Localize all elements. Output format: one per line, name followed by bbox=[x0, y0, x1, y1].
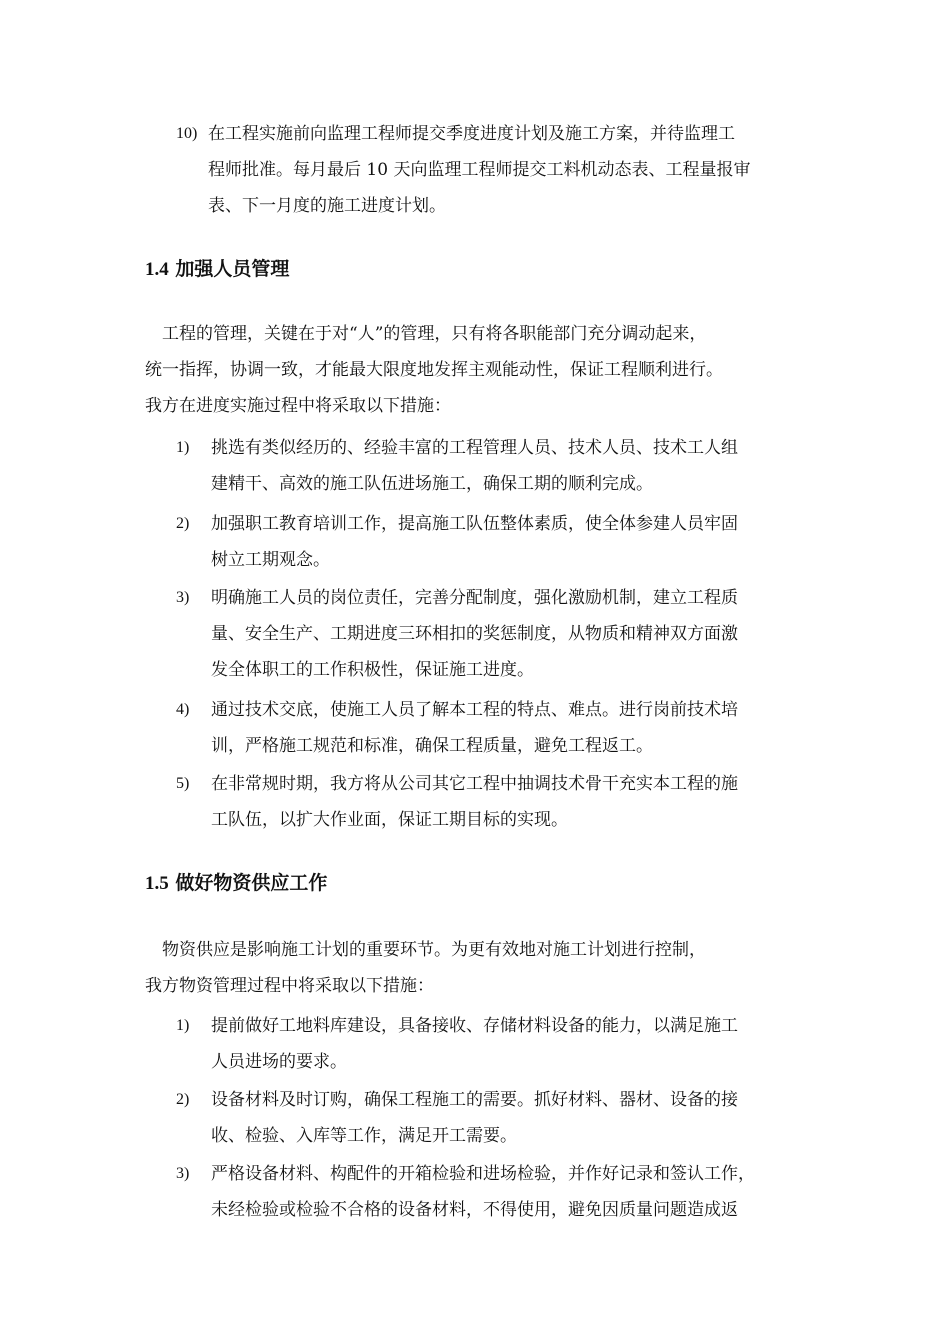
list-item bbox=[176, 692, 806, 764]
text-line: 人员进场的要求。 bbox=[211, 1052, 347, 1072]
text-line: 建精干、高效的施工队伍进场施工，确保工期的顺利完成。 bbox=[211, 474, 653, 494]
list-item-text bbox=[211, 692, 806, 764]
list-item bbox=[176, 580, 806, 688]
list-item bbox=[176, 506, 806, 578]
text-line: 未经检验或检验不合格的设备材料，不得使用，避免因质量问题造成返 bbox=[211, 1200, 738, 1220]
section-heading-1-4 bbox=[145, 254, 289, 285]
list-item bbox=[176, 1008, 806, 1080]
list-number: 10) bbox=[176, 125, 198, 142]
text-line: 物资供应是影响施工计划的重要环节。为更有效地对施工计划进行控制， bbox=[145, 940, 706, 960]
list-item bbox=[176, 1156, 806, 1228]
list-item-text bbox=[211, 580, 806, 688]
text-line: 我方物资管理过程中将采取以下措施： bbox=[145, 976, 434, 996]
text-line: 工程的管理，关键在于对“人”的管理，只有将各职能部门充分调动起来， bbox=[145, 324, 707, 344]
text-line: 训，严格施工规范和标准，确保工程质量，避免工程返工。 bbox=[211, 736, 653, 756]
list-item-text bbox=[211, 1156, 806, 1228]
list-number: 2) bbox=[176, 515, 190, 532]
text-line: 提前做好工地料库建设，具备接收、存储材料设备的能力，以满足施工 bbox=[211, 1016, 738, 1036]
list-number: 1) bbox=[176, 439, 190, 456]
list-number: 1) bbox=[176, 1017, 190, 1034]
list-number: 3) bbox=[176, 589, 190, 606]
list-item bbox=[176, 430, 806, 502]
text-line: 加强职工教育培训工作，提高施工队伍整体素质，使全体参建人员牢固 bbox=[211, 514, 738, 534]
text-line: 在工程实施前向监理工程师提交季度进度计划及施工方案，并待监理工 bbox=[208, 124, 735, 144]
list-item-10 bbox=[176, 116, 806, 224]
section-number: 1.5 bbox=[145, 873, 169, 894]
section-heading-1-5 bbox=[145, 868, 327, 899]
text-line: 通过技术交底，使施工人员了解本工程的特点、难点。进行岗前技术培 bbox=[211, 700, 738, 720]
text-line: 设备材料及时订购，确保工程施工的需要。抓好材料、器材、设备的接 bbox=[211, 1090, 738, 1110]
text-line: 我方在进度实施过程中将采取以下措施： bbox=[145, 396, 451, 416]
list-item bbox=[176, 766, 806, 838]
section-title: 做好物资供应工作 bbox=[175, 872, 328, 894]
text-line: 严格设备材料、构配件的开箱检验和进场检验，并作好记录和签认工作， bbox=[211, 1164, 755, 1184]
text-line: 树立工期观念。 bbox=[211, 550, 330, 570]
list-item bbox=[176, 1082, 806, 1154]
list-item-text bbox=[211, 1008, 806, 1080]
list-number: 3) bbox=[176, 1165, 190, 1182]
section-number: 1.4 bbox=[145, 259, 169, 280]
text-line: 在非常规时期，我方将从公司其它工程中抽调技术骨干充实本工程的施 bbox=[211, 774, 738, 794]
text-line: 明确施工人员的岗位责任，完善分配制度，强化激励机制，建立工程质 bbox=[211, 588, 738, 608]
text-line: 量、安全生产、工期进度三环相扣的奖惩制度，从物质和精神双方面激 bbox=[211, 624, 738, 644]
list-number: 2) bbox=[176, 1091, 190, 1108]
list-item-text bbox=[211, 430, 806, 502]
text-line: 发全体职工的工作积极性，保证施工进度。 bbox=[211, 660, 534, 680]
list-number: 4) bbox=[176, 701, 190, 718]
list-number: 5) bbox=[176, 775, 190, 792]
section-title: 加强人员管理 bbox=[175, 258, 290, 280]
text-line: 统一指挥，协调一致，才能最大限度地发挥主观能动性，保证工程顺利进行。 bbox=[145, 360, 723, 380]
section-intro-paragraph bbox=[145, 932, 810, 1004]
text-line: 程师批准。每月最后 10 天向监理工程师提交工料机动态表、工程量报审 bbox=[208, 160, 751, 180]
list-item-text bbox=[208, 116, 806, 224]
text-line: 挑选有类似经历的、经验丰富的工程管理人员、技术人员、技术工人组 bbox=[211, 438, 738, 458]
list-item-text bbox=[211, 766, 806, 838]
list-item-text bbox=[211, 1082, 806, 1154]
text-line: 表、下一月度的施工进度计划。 bbox=[208, 196, 446, 216]
text-line: 工队伍，以扩大作业面，保证工期目标的实现。 bbox=[211, 810, 568, 830]
text-line: 收、检验、入库等工作，满足开工需要。 bbox=[211, 1126, 517, 1146]
list-item-text bbox=[211, 506, 806, 578]
section-intro-paragraph bbox=[145, 316, 810, 424]
